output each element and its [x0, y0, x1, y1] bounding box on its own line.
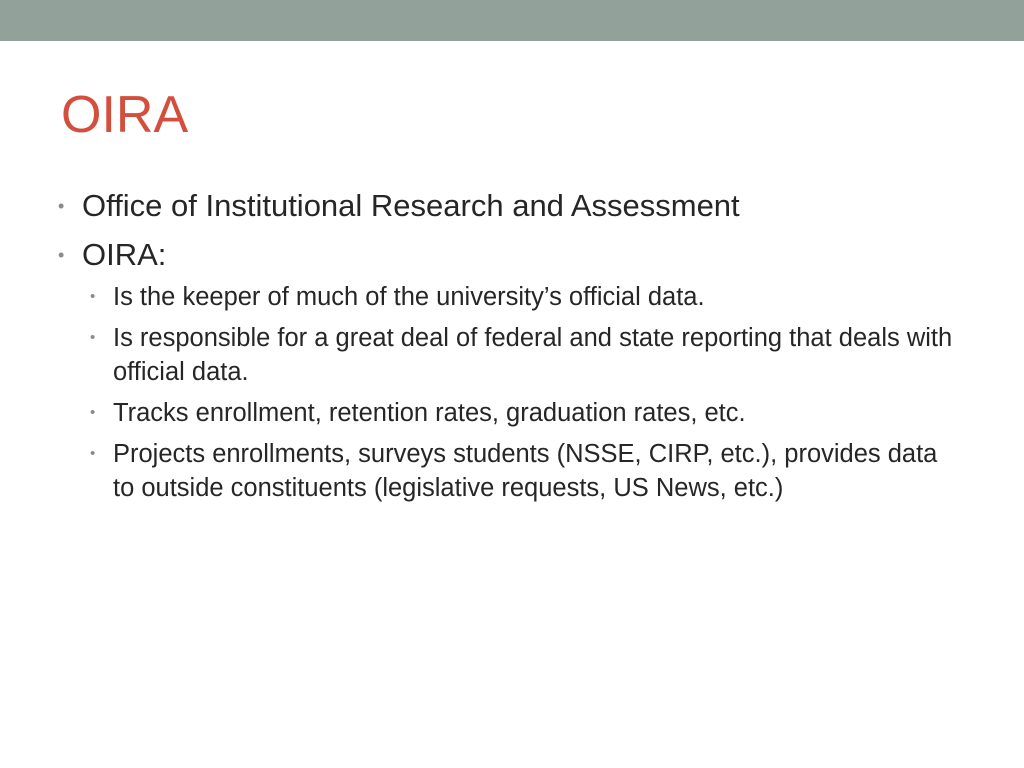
sub-bullet-item — [58, 321, 958, 389]
sub-bullet-text: Tracks enrollment, retention rates, graduation rates, etc. — [113, 399, 746, 427]
bullet-item — [58, 236, 958, 505]
sub-bullet-text: Is the keeper of much of the university’s official data. — [113, 283, 705, 311]
bullet-list — [58, 187, 958, 516]
slide-title: OIRA — [61, 86, 189, 144]
header-band — [0, 0, 1024, 41]
sub-bullet-list — [58, 280, 958, 505]
sub-bullet-dot-icon: • — [90, 404, 96, 421]
sub-bullet-text: Is responsible for a great deal of federal and state reporting that deals with official data. — [113, 324, 953, 386]
bullet-dot-icon: • — [58, 245, 65, 265]
sub-bullet-dot-icon: • — [90, 329, 96, 346]
sub-bullet-text: Projects enrollments, surveys students (NSSE, CIRP, etc.), provides data to outside constituents (legislative requests, US News, etc.) — [113, 440, 938, 502]
bullet-text: OIRA: — [82, 237, 167, 272]
bullet-text: Office of Institutional Research and Assessment — [82, 188, 740, 223]
sub-bullet-item — [58, 280, 958, 314]
sub-bullet-dot-icon: • — [90, 288, 96, 305]
bullet-item — [58, 187, 958, 225]
sub-bullet-item — [58, 396, 958, 430]
sub-bullet-item — [58, 437, 958, 505]
bullet-dot-icon: • — [58, 196, 65, 216]
sub-bullet-dot-icon: • — [90, 445, 96, 462]
